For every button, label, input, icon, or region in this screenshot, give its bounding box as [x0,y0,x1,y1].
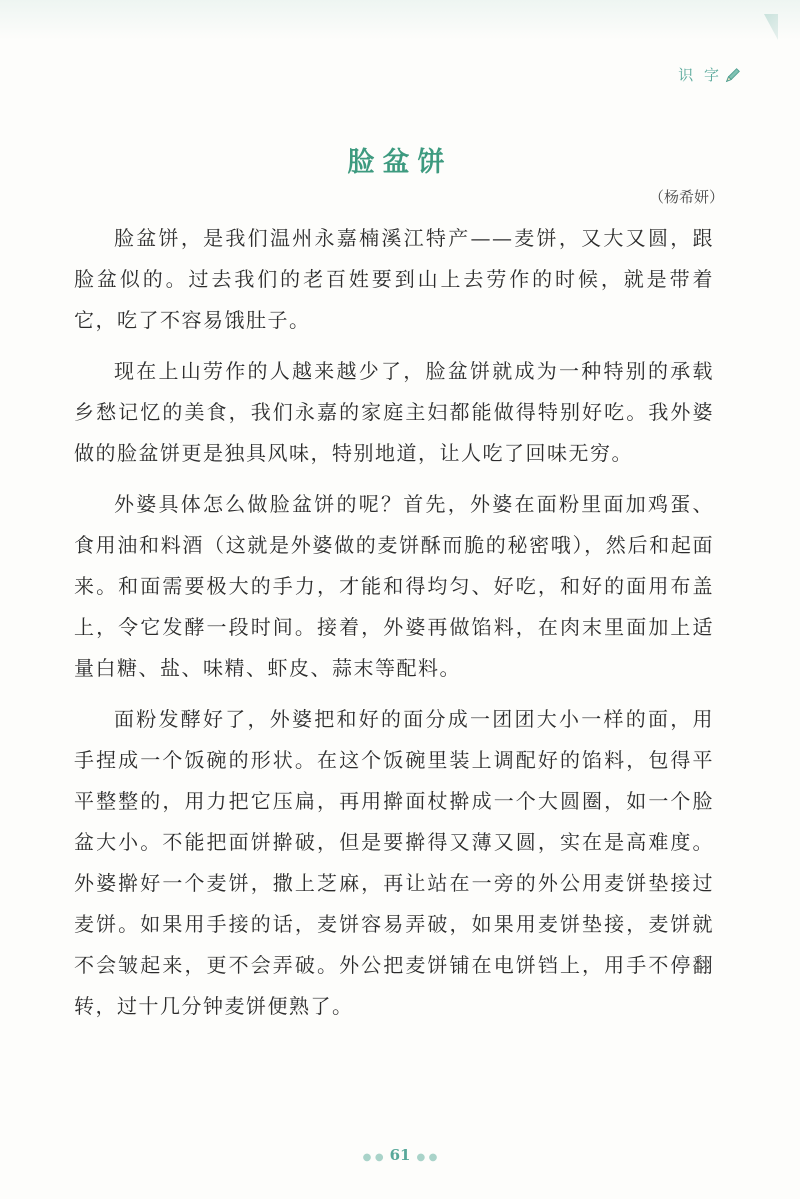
article-body [74,218,714,1037]
dot-decoration: ● ● [362,1152,384,1163]
top-decorative-band [0,0,800,40]
paragraph: 脸盆饼，是我们温州永嘉楠溪江特产——麦饼，又大又圆，跟脸盆似的。过去我们的老百姓要到山上去劳作的时候，就是带着它，吃了不容易饿肚子。 [74,226,714,332]
page-footer [0,1146,800,1164]
paragraph: 现在上山劳作的人越来越少了，脸盆饼就成为一种特别的承载乡愁记忆的美食，我们永嘉的家庭主妇都能做得特别好吃。我外婆做的脸盆饼更是独具风味，特别地道，让人吃了回味无穷。 [74,359,714,465]
paragraph: 外婆具体怎么做脸盆饼的呢？首先，外婆在面粉里面加鸡蛋、食用油和料酒（这就是外婆做的麦饼酥而脆的秘密哦），然后和起面来。和面需要极大的手力，才能和得均匀、好吃，和好的面用布盖上，令它发酵一段时间。接着，外婆再做馅料，在肉末里面加上适量白糖、盐、味精、虾皮、蒜末等配料。 [74,492,714,680]
section-tag [678,64,742,85]
pencil-icon [724,66,742,84]
dot-decoration: ● ● [416,1152,438,1163]
page-number: 61 [389,1146,411,1164]
paragraph: 面粉发酵好了，外婆把和好的面分成一团团大小一样的面，用手捏成一个饭碗的形状。在这个饭碗里装上调配好的馅料，包得平平整整的，用力把它压扁，再用擀面杖擀成一个大圆圈，如一个脸盆大小。不能把面饼擀破，但是要擀得又薄又圆，实在是高难度。外婆擀好一个麦饼，撒上芝麻，再让站在一旁的外公用麦饼垫接过麦饼。如果用手接的话，麦饼容易弄破，如果用麦饼垫接，麦饼就不会皱起来，更不会弄破。外公把麦饼铺在电饼铛上，用手不停翻转，过十几分钟麦饼便熟了。 [74,707,714,1018]
section-label: 识 字 [678,66,722,84]
article-author: （杨希妍） [648,188,724,206]
article-title: 脸盆饼 [347,147,453,178]
